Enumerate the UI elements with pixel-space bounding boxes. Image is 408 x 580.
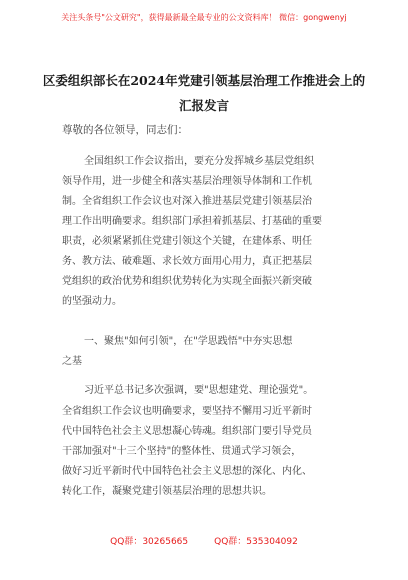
paragraph-2-line: 做好习近平新时代中国特色社会主义思想的深化、内化、 (62, 466, 312, 477)
paragraph-2-line: 习近平总书记多次强调，要"思想建党、理论强党"。 (84, 385, 314, 396)
paragraph-1-line: 理工作出明确要求。组织部门承担着抓基层、打基础的重要 (62, 216, 322, 227)
paragraph-1-line: 的坚强动力。 (62, 296, 122, 307)
salutation: 尊敬的各位领导，同志们： (62, 124, 188, 136)
footer-qq-group-2: QQ群：535304092 (214, 537, 298, 547)
document-title-line-2: 汇报发言 (178, 98, 229, 113)
footer-contacts (0, 537, 408, 548)
paragraph-2-line: 代中国特色社会主义思想凝心铸魂。组织部门要引导党员 (62, 426, 312, 437)
paragraph-1-line: 领导作用，进一步健全和落实基层治理领导体制和工作机 (62, 176, 312, 187)
paragraph-2-line: 转化工作，凝聚党建引领基层治理的思想共识。 (62, 486, 272, 497)
paragraph-2-line: 全省组织工作会议也明确要求，要坚持不懈用习近平新时 (62, 406, 312, 417)
paragraph-1-line: 制。全省组织工作会议也对深入推进基层党建引领基层治 (62, 196, 312, 207)
section-heading-line: 一、聚焦"如何引领"，在"学思践悟"中夯实思想 (84, 336, 293, 347)
paragraph-2-line: 干部加强对"十三个坚持"的整体性、贯通式学习领会， (62, 446, 302, 457)
section-heading-line: 之基 (62, 356, 82, 367)
document-title-line-1: 区委组织部长在2024年党建引领基层治理工作推进会上的 (42, 73, 366, 88)
paragraph-1-line: 职责，必须紧紧抓住党建引领这个关键，在建体系、明任 (62, 236, 312, 247)
paragraph-1-line: 务、教方法、破难题、求长效方面用心用力，真正把基层 (62, 256, 312, 267)
header-banner (0, 13, 408, 23)
paragraph-1-line: 党组织的政治优势和组织优势转化为实现全面振兴新突破 (62, 276, 312, 287)
paragraph-1-line: 全国组织工作会议指出，要充分发挥城乡基层党组织 (84, 156, 314, 167)
footer-qq-group-1: QQ群：30265665 (110, 537, 189, 547)
header-banner-text: 关注头条号"公文研究"，获得最新最全最专业的公文资料库！ 微信：gongwenyj (61, 13, 347, 22)
